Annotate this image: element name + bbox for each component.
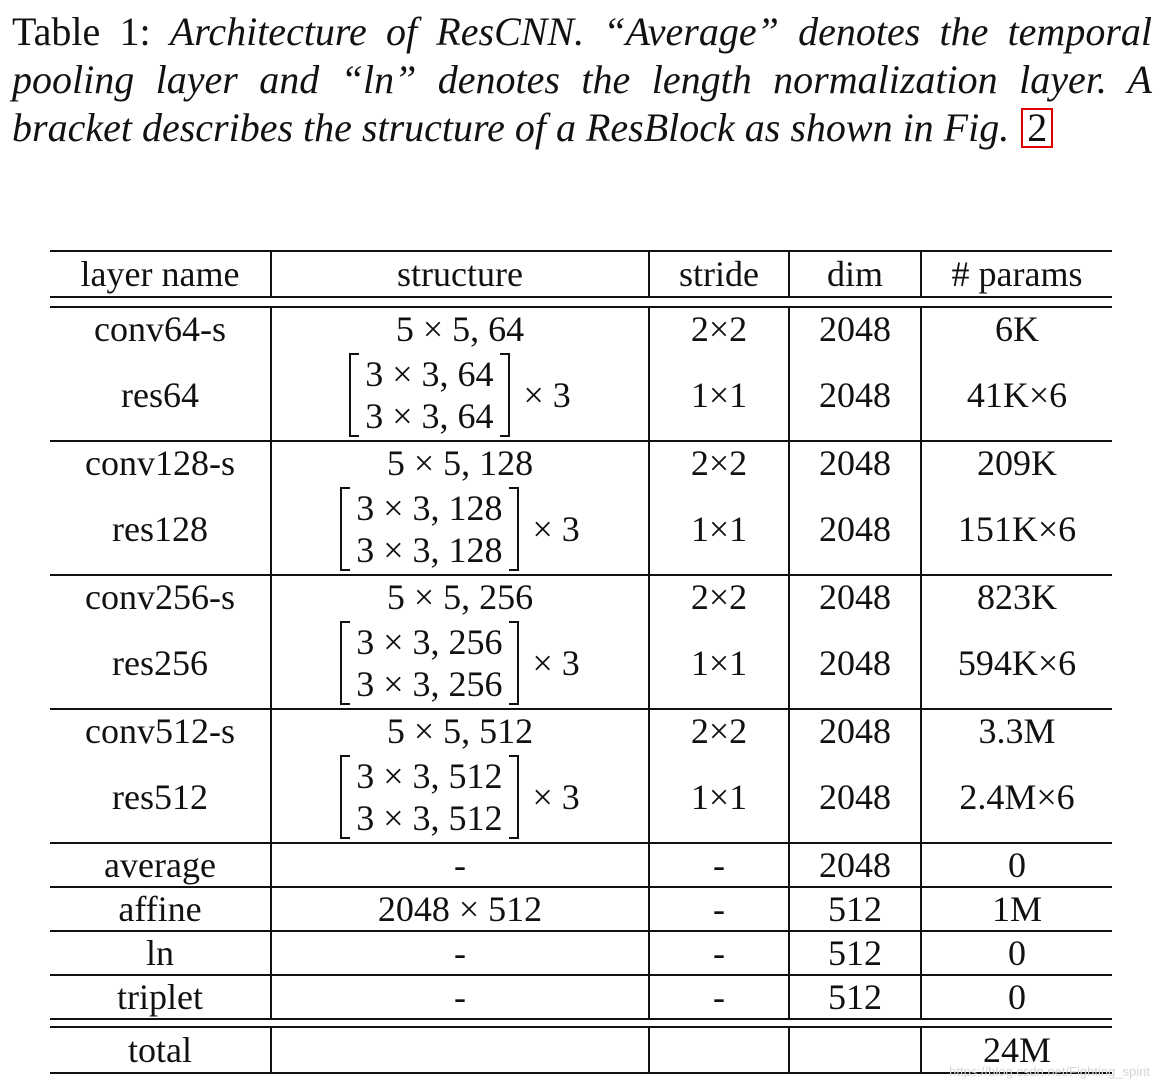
bracket-line-2: 3 × 3, 512 [356,798,503,838]
dim-cell: 2048 [789,752,921,843]
layer-name-cell: res128 [112,509,208,549]
layer-name-cell: affine [50,887,271,931]
table-caption [12,8,1152,152]
dim-cell: 2048 [789,709,921,752]
table-row-conv64-s [50,307,1112,350]
resblock-structure-cell [271,752,649,843]
dim-cell: 2048 [789,484,921,575]
bracket-line-2: 3 × 3, 64 [365,396,494,436]
dim-cell: 2048 [789,575,921,618]
total-double-rule [50,1019,1112,1027]
params-cell: 3.3M [921,709,1112,752]
dim-cell: 2048 [789,843,921,887]
layer-name-cell: res256 [112,643,208,683]
structure-cell: - [271,975,649,1019]
stride-cell: 1×1 [649,484,789,575]
params-cell: 151K×6 [921,484,1112,575]
header-layer-name: layer name [50,251,271,297]
header-double-rule [50,297,1112,307]
table-row-average [50,843,1112,887]
params-cell: 1M [921,887,1112,931]
table-row-res64 [50,350,1112,441]
resblock-structure-cell [271,350,649,441]
table-row-conv128-s [50,441,1112,484]
bracket-line-1: 3 × 3, 64 [365,354,494,394]
stride-cell: 2×2 [649,441,789,484]
dim-cell: 2048 [789,441,921,484]
layer-name-cell: total [50,1027,271,1073]
layer-name-cell: triplet [50,975,271,1019]
params-cell: 2.4M×6 [921,752,1112,843]
stride-cell: 2×2 [649,709,789,752]
table-row-conv256-s [50,575,1112,618]
layer-name-cell: conv256-s [50,575,271,618]
layer-name-cell: conv64-s [94,309,226,349]
layer-name-cell: average [50,843,271,887]
table-row-affine [50,887,1112,931]
resblock-bracket [349,353,509,437]
structure-cell: - [271,843,649,887]
repeat-count: × 3 [523,375,571,415]
dim-cell: 512 [789,975,921,1019]
repeat-count: × 3 [532,643,580,683]
layer-name-cell: conv128-s [50,441,271,484]
structure-cell: 5 × 5, 256 [271,575,649,618]
bracket-line-1: 3 × 3, 256 [356,622,503,662]
layer-name-cell: res512 [112,777,208,817]
caption-text: Architecture of ResCNN. “Average” denotes the temporal pooling layer and “ln” denotes the length normalization layer. A bracket describes the structure of a ResBlock as shown in Fig. [12,9,1152,150]
stride-cell [649,1027,789,1073]
stride-cell: - [649,975,789,1019]
figure-reference-link[interactable]: 2 [1021,108,1053,148]
params-cell: 6K [921,307,1112,350]
resblock-structure-cell [271,484,649,575]
params-cell: 0 [921,843,1112,887]
structure-cell [271,1027,649,1073]
structure-cell: 5 × 5, 128 [271,441,649,484]
dim-cell: 2048 [789,307,921,350]
stride-cell: 1×1 [649,350,789,441]
params-cell: 24M [921,1027,1112,1073]
bracket-line-2: 3 × 3, 256 [356,664,503,704]
table-row-res256 [50,618,1112,709]
structure-cell: 5 × 5, 512 [271,709,649,752]
stride-cell: 2×2 [649,307,789,350]
dim-cell: 2048 [789,350,921,441]
repeat-count: × 3 [532,777,580,817]
watermark: https://blog.csdn.net/Fighting_spirit [949,1064,1150,1079]
params-cell: 41K×6 [921,350,1112,441]
table-row-ln [50,931,1112,975]
header-params: # params [921,251,1112,297]
layer-name-cell: conv512-s [50,709,271,752]
bracket-line-1: 3 × 3, 128 [356,488,503,528]
header-structure: structure [271,251,649,297]
table-row-res128 [50,484,1112,575]
table-row-conv512-s [50,709,1112,752]
resblock-structure-cell [271,618,649,709]
stride-cell: 1×1 [649,618,789,709]
stride-cell: 2×2 [649,575,789,618]
dim-cell: 512 [789,887,921,931]
structure-cell: 5 × 5, 64 [271,307,649,350]
stride-cell: - [649,887,789,931]
bracket-line-2: 3 × 3, 128 [356,530,503,570]
stride-cell: - [649,843,789,887]
structure-cell: - [271,931,649,975]
dim-cell [789,1027,921,1073]
table-row-triplet [50,975,1112,1019]
params-cell: 0 [921,931,1112,975]
resblock-bracket [340,755,518,839]
layer-name-cell: res64 [121,375,199,415]
layer-name-cell: ln [50,931,271,975]
architecture-table [50,250,1112,1074]
params-cell: 594K×6 [921,618,1112,709]
resblock-bracket [340,621,518,705]
dim-cell: 512 [789,931,921,975]
repeat-count: × 3 [532,509,580,549]
table-row-res512 [50,752,1112,843]
header-stride: stride [649,251,789,297]
dim-cell: 2048 [789,618,921,709]
header-row [50,251,1112,297]
params-cell: 823K [921,575,1112,618]
params-cell: 0 [921,975,1112,1019]
caption-label: Table 1: [12,9,151,54]
stride-cell: 1×1 [649,752,789,843]
stride-cell: - [649,931,789,975]
bracket-line-1: 3 × 3, 512 [356,756,503,796]
params-cell: 209K [921,441,1112,484]
structure-cell: 2048 × 512 [271,887,649,931]
resblock-bracket [340,487,518,571]
header-dim: dim [789,251,921,297]
